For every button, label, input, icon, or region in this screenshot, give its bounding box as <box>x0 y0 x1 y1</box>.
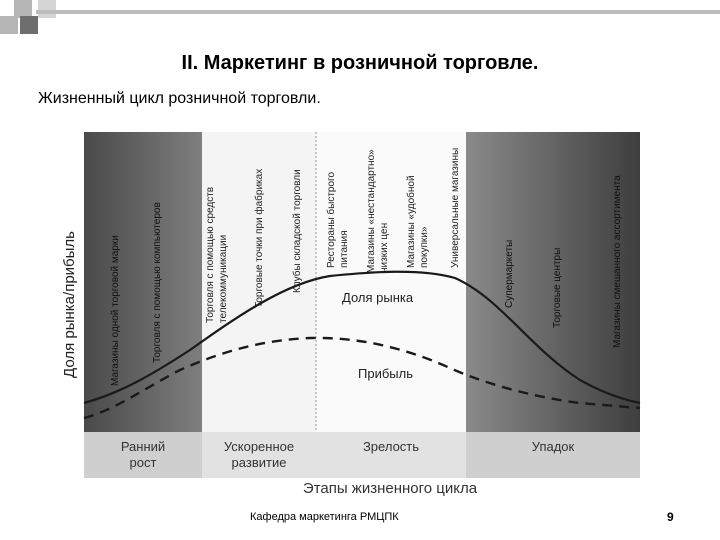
format-label-6-line2: питания <box>339 230 350 268</box>
curve-label-profit: Прибыль <box>358 366 413 381</box>
x-axis-label: Этапы жизненного цикла <box>302 480 478 497</box>
stage-band-maturity <box>316 132 466 432</box>
format-label-2: Торговля с помощью компьютеров <box>152 202 163 363</box>
format-label-1: Магазины одной торговой марки <box>110 235 121 386</box>
format-label-3-line2: телекоммуникации <box>218 234 229 323</box>
format-label-8: Магазины «удобной <box>406 175 417 268</box>
stage-label-accelerated: Ускоренное <box>223 439 295 454</box>
stage-label-maturity: Зрелость <box>362 439 420 454</box>
format-label-7-line2: низких цен <box>379 222 390 273</box>
format-label-4: Торговые точки при фабриках <box>254 168 265 308</box>
format-label-11: Торговые центры <box>552 247 563 328</box>
format-label-5: Клубы складской торговли <box>292 169 303 293</box>
format-label-12: Магазины смешанного ассортимента <box>612 175 623 348</box>
page-number: 9 <box>667 510 674 524</box>
format-label-8-line2: покупки» <box>419 226 430 268</box>
format-label-7: Магазины «нестандартно» <box>366 149 377 273</box>
curve-label-market-share: Доля рынка <box>342 290 414 305</box>
stage-label-decline: Упадок <box>531 439 575 454</box>
format-label-10: Супермаркеты <box>504 239 515 308</box>
format-label-9: Универсальные магазины <box>450 147 461 268</box>
retail-life-cycle-diagram <box>60 118 660 498</box>
stage-label-accelerated-line2: развитие <box>231 455 287 470</box>
decorative-corner-squares <box>0 0 720 48</box>
y-axis-label: Доля рынка/прибыль <box>61 231 78 378</box>
stage-label-early-growth: Ранний <box>120 439 166 454</box>
format-label-6: Рестораны быстрого <box>326 171 337 268</box>
footer-department: Кафедра маркетинга РМЦПК <box>250 511 399 523</box>
format-label-3: Торговля с помощью средств <box>205 186 216 323</box>
stage-band-early-growth <box>84 132 202 432</box>
stage-label-early-growth-line2: рост <box>129 455 157 470</box>
slide-subtitle: Жизненный цикл розничной торговли. <box>38 90 321 107</box>
slide-title: II. Маркетинг в розничной торговле. <box>181 52 539 74</box>
